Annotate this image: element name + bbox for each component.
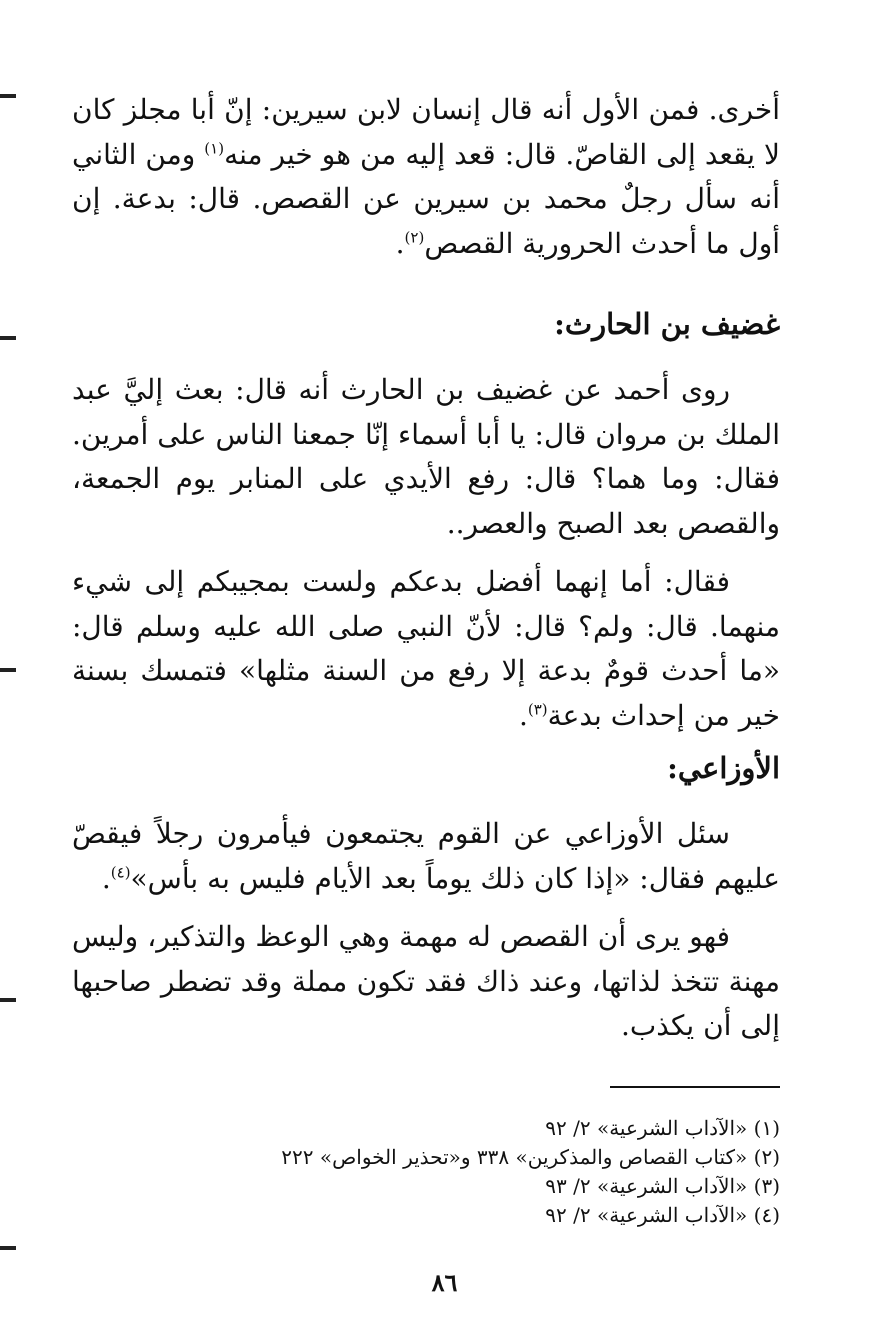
footnotes-list	[72, 1114, 780, 1230]
footnote-divider	[610, 1086, 780, 1088]
footnote-ref-1[interactable]: (١)	[204, 139, 225, 158]
page-number: ٨٦	[431, 1268, 458, 1297]
footnote-2: (٢) «كتاب القصاص والمذكرين» ٣٣٨ و«تحذير الخواص» ٢٢٢	[281, 1145, 780, 1169]
paragraph-text: ومن الثاني أنه سأل رجلٌ محمد بن سيرين عن القصص. قال: بدعة. إن أول ما أحدث الحرورية القصص	[72, 137, 780, 260]
paragraph-text: فقال: أما إنهما أفضل بدعكم ولست بمجيبكم إلى شيء منهما. قال: ولم؟ قال: لأنّ النبي صلى الله عليه وسلم قال: «ما أحدث قومٌ بدعة إلا رفع من السنة مثلها» فتمسك بسنة خير من إحداث بدعة	[72, 565, 780, 732]
paragraph-conclusion: فهو يرى أن القصص له مهمة وهي الوعظ والتذكير، وليس مهنة تتخذ لذاتها، وعند ذاك فقد تكون مملة وقد تضطر صاحبها إلى أن يكذب.	[72, 920, 781, 1042]
footnote-ref-3[interactable]: (٣)	[527, 700, 548, 719]
scan-edge-mark	[0, 336, 16, 340]
footnote-ref-4[interactable]: (٤)	[110, 863, 131, 882]
paragraph-text: سئل الأوزاعي عن القوم يجتمعون فيأمرون رجلاً فيقصّ عليهم فقال: «إذا كان ذلك يوماً بعد الأيام فليس به بأس»	[72, 817, 780, 895]
scan-edge-mark	[0, 668, 16, 672]
section-heading-awzai: الأوزاعي:	[667, 751, 780, 785]
scan-edge-mark	[0, 94, 16, 98]
page-body	[72, 88, 780, 1049]
paragraph-end: .	[395, 226, 405, 260]
paragraph-ghudayf: روى أحمد عن غضيف بن الحارث أنه قال: بعث إليَّ عبد الملك بن مروان قال: يا أبا أسماء إنّا جمعنا الناس على أمرين. فقال: وما هما؟ قال: رفع الأيدي على المنابر يوم الجمعة، والقصص بعد الصبح والعصر..	[72, 373, 780, 540]
paragraph-ibn-sirin	[72, 88, 780, 266]
section-heading-ghudayf: غضيف بن الحارث:	[554, 307, 780, 341]
scan-edge-mark	[0, 1246, 16, 1250]
footnote-4: (٤) «الآداب الشرعية» ٢/ ٩٢	[545, 1203, 780, 1227]
footnote-1: (١) «الآداب الشرعية» ٢/ ٩٢	[545, 1116, 780, 1140]
paragraph-awzai	[72, 812, 780, 901]
scan-edge-mark	[0, 998, 16, 1002]
paragraph-text: أخرى. فمن الأول أنه قال إنسان لابن سيرين: إنّ أبا مجلز كان لا يقعد إلى القاصّ. قال: قعد إليه من هو خير منه	[72, 93, 780, 171]
paragraph-end: .	[101, 861, 111, 895]
footnote-3: (٣) «الآداب الشرعية» ٢/ ٩٣	[545, 1174, 780, 1198]
paragraph-ghudayf-reply	[72, 560, 780, 738]
paragraph-end: .	[518, 698, 528, 732]
footnote-ref-2[interactable]: (٢)	[404, 228, 425, 247]
